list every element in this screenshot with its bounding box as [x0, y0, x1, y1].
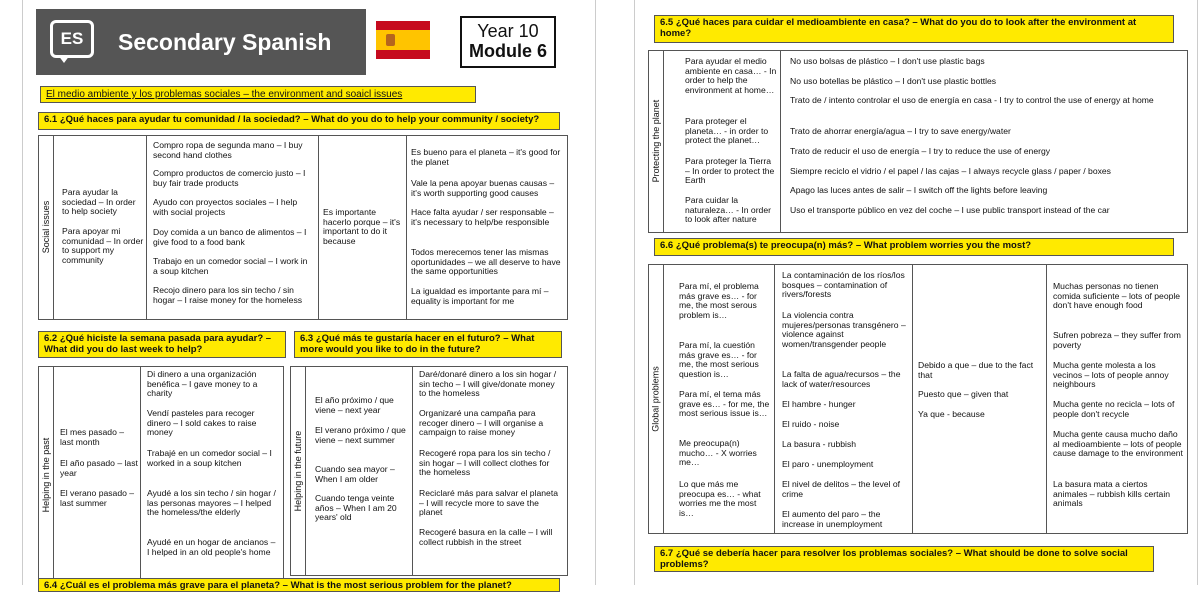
- q61-col4-item: Hace falta ayudar / ser responsable – it's necessary to help/be responsible: [411, 207, 554, 227]
- q66-col3-item: Puesto que – given that: [918, 389, 1009, 399]
- q65-col2-item: Uso el transporte público en vez del coche – I use public transport instead of the car: [790, 205, 1110, 215]
- q66-col3-item: Ya que - because: [918, 409, 985, 419]
- q61-col1-item: Para ayudar la sociedad – In order to help society: [62, 187, 136, 217]
- q66-col2-item: El aumento del paro – the increase in unemployment: [782, 509, 883, 529]
- q61-title: 6.1 ¿Qué haces para ayudar tu comunidad / la sociedad? – What do you do to help your community / society?: [38, 112, 560, 130]
- chat-tail-icon: [58, 55, 70, 63]
- q66-col1-item: Para mí, la cuestión más grave es… - for me, the most serious question is…: [679, 340, 759, 379]
- q62-col2-item: Vendí pasteles para recoger dinero – I sold cakes to raise money: [147, 408, 257, 438]
- q61-col4-item: Vale la pena apoyar buenas causas – it's worth supporting good causes: [411, 178, 555, 198]
- q62-col2-item: Ayudé a los sin techo / sin hogar / las personas mayores – I helped the homeless/the elderly: [147, 488, 276, 518]
- q61-col4-item: La igualdad es importante para mí – equality is important for me: [411, 286, 549, 306]
- q66-col2-item: La violencia contra mujeres/personas transgénero – violence against women/transgender people: [782, 310, 906, 349]
- q65-col1-item: Para ayudar el medio ambiente en casa… - In order to help the environment at home…: [685, 56, 777, 95]
- module-label: Module 6: [468, 41, 547, 62]
- q62-col1-item: El verano pasado – last summer: [60, 488, 135, 508]
- q61-col2-item: Recojo dinero para los sin techo / sin hogar – I raise money for the homeless: [153, 285, 303, 305]
- q66-col4-item: Sufren pobreza – they suffer from poverty: [1053, 330, 1181, 350]
- q66-col2-item: El ruido - noise: [782, 419, 840, 429]
- q61-col2-item: Compro productos de comercio justo – I buy fair trade products: [153, 168, 306, 188]
- q64-title-partial: 6.4 ¿Cuál es el problema más grave para el planeta? – What is the most serious problem for the planet?: [38, 578, 560, 592]
- q66-col1-item: Para mí, el problema más grave es… - for me, the most serous problem is…: [679, 281, 759, 320]
- q66-col2-item: La contaminación de los ríos/los bosques – contamination of rivers/forests: [782, 270, 905, 300]
- q65-col2-item: No uso botellas be plástico – I don't use plastic bottles: [790, 76, 997, 86]
- q63-side-label: Helping in the future: [290, 366, 306, 576]
- q65-col2-item: No uso bolsas de plástico – I don't use plastic bags: [790, 56, 985, 66]
- q63-col2-item: Organizaré una campaña para recoger dinero – I will organise a campaign to raise money: [419, 408, 544, 438]
- q66-col4-item: La basura mata a ciertos animales – rubbish kills certain animals: [1053, 479, 1171, 509]
- q61-col2-item: Doy comida a un banco de alimentos – I give food to a food bank: [153, 227, 307, 247]
- q61-col4-item: Todos merecemos tener las mismas oportunidades – we all deserve to have the same opportunities: [411, 247, 561, 277]
- q66-col1-item: Lo que más me preocupa es… - what worries me the most is…: [679, 479, 761, 518]
- q61-col2-item: Ayudo con proyectos sociales – I help with social projects: [153, 197, 298, 217]
- q63-col1-item: Cuando tenga veinte años – When I am 20 years' old: [315, 493, 397, 523]
- q63-col1-item: El año próximo / que viene – next year: [315, 395, 394, 415]
- q66-col4-item: Mucha gente no recicla – lots of people don't recycle: [1053, 399, 1175, 419]
- q61-col2-item: Compro ropa de segunda mano – I buy second hand clothes: [153, 140, 303, 160]
- q66-col4-item: Mucha gente causa mucho daño al medioambiente – lots of people cause damage to the environment: [1053, 429, 1183, 459]
- q63-title: 6.3 ¿Qué más te gustaría hacer en el futuro? – What more would you like to do in the future?: [294, 331, 562, 358]
- page-title: Secondary Spanish: [118, 29, 332, 55]
- q61-col4-item: Es bueno para el planeta – it's good for the planet: [411, 147, 561, 167]
- q65-col1-item: Para cuidar la naturaleza… - In order to look after nature: [685, 195, 771, 225]
- q65-col1-item: Para proteger la Tierra – In order to protect the Earth: [685, 156, 775, 186]
- q62-col2-item: Trabajé en un comedor social – I worked in a soup kitchen: [147, 448, 272, 468]
- q65-side-label: Protecting the planet: [648, 50, 664, 233]
- q63-col2-item: Reciclaré más para salvar el planeta – I will recycle more to save the planet: [419, 488, 558, 518]
- q66-col2-item: El paro - unemployment: [782, 459, 874, 469]
- q65-col2-item: Trato de ahorrar energía/agua – I try to save energy/water: [790, 126, 1011, 136]
- q66-col4-item: Mucha gente molesta a los vecinos – lots of people annoy neighbours: [1053, 360, 1169, 390]
- logo-text: ES: [60, 29, 84, 49]
- q65-col2-item: Siempre reciclo el vidrio / el papel / las cajas – I always recycle glass / paper / boxes: [790, 166, 1111, 176]
- q66-col1-item: Para mí, el tema más grave es… - for me, the most serious issue is…: [679, 389, 770, 419]
- q61-side-label: Social issues: [38, 135, 54, 320]
- year-label: Year 10: [477, 21, 539, 41]
- q62-col1-item: El mes pasado – last month: [60, 427, 125, 447]
- q66-col2-item: La basura - rubbish: [782, 439, 857, 449]
- q62-side-label: Helping in the past: [38, 366, 54, 585]
- year-module-box: [460, 16, 556, 68]
- q67-title: 6.7 ¿Qué se debería hacer para resolver los problemas sociales? – What should be done to solve social problems?: [654, 546, 1154, 572]
- topic-title: El medio ambiente y los problemas sociales – the environment and soaicl issues: [40, 86, 476, 103]
- q66-col4-item: Muchas personas no tienen comida suficiente – lots of people don't have enough food: [1053, 281, 1181, 311]
- q66-side-label: Global problems: [648, 264, 664, 534]
- q63-col1-item: Cuando sea mayor – When I am older: [315, 464, 395, 484]
- q62-col2-item: Di dinero a una organización benéfica – I gave money to a charity: [147, 369, 258, 399]
- q63-col2-item: Recogeré ropa para los sin techo / sin hogar – I will collect clothes for the homeless: [419, 448, 551, 478]
- q66-col2-item: El nivel de delitos – the level of crime: [782, 479, 900, 499]
- q65-title: 6.5 ¿Qué haces para cuidar el medioambiente en casa? – What do you do to look after the environment at home?: [654, 15, 1174, 43]
- logo-icon: [50, 20, 94, 58]
- q65-col2-item: Trato de / intento controlar el uso de energía en casa - I try to control the use of energy at home: [790, 95, 1154, 105]
- q61-col3-item: Es importante hacerlo porque – it's important to do it because: [323, 207, 401, 246]
- q63-col2-item: Daré/donaré dinero a los sin hogar / sin techo – I will give/donate money to the homeless: [419, 369, 557, 399]
- q63-col1-item: El verano próximo / que viene – next summer: [315, 425, 406, 445]
- q65-col1-item: Para proteger el planeta… - in order to protect the planet…: [685, 116, 769, 146]
- q62-col1-item: El año pasado – last year: [60, 458, 138, 478]
- q61-col1-item: Para apoyar mi comunidad – In order to support my community: [62, 226, 144, 265]
- q66-col2-item: La falta de agua/recursos – the lack of water/resources: [782, 369, 901, 389]
- q66-col2-item: El hambre - hunger: [782, 399, 856, 409]
- q65-col2-item: Trato de reducir el uso de energía – I try to reduce the use of energy: [790, 146, 1051, 156]
- q66-col1-item: Me preocupa(n) mucho… - X worries me…: [679, 438, 757, 468]
- q61-col2-item: Trabajo en un comedor social – I work in a soup kitchen: [153, 256, 308, 276]
- q66-title: 6.6 ¿Qué problema(s) te preocupa(n) más? – What problem worries you the most?: [654, 238, 1174, 256]
- q62-col2-item: Ayudé en un hogar de ancianos – I helped in an old people's home: [147, 537, 276, 557]
- q65-col2-item: Apago las luces antes de salir – I switch off the lights before leaving: [790, 185, 1048, 195]
- q66-col3-item: Debido a que – due to the fact that: [918, 360, 1034, 380]
- q62-title: 6.2 ¿Qué hiciste la semana pasada para ayudar? – What did you do last week to help?: [38, 331, 286, 358]
- spain-flag-icon: [376, 21, 430, 59]
- q63-col2-item: Recogeré basura en la calle – I will collect rubbish in the street: [419, 527, 553, 547]
